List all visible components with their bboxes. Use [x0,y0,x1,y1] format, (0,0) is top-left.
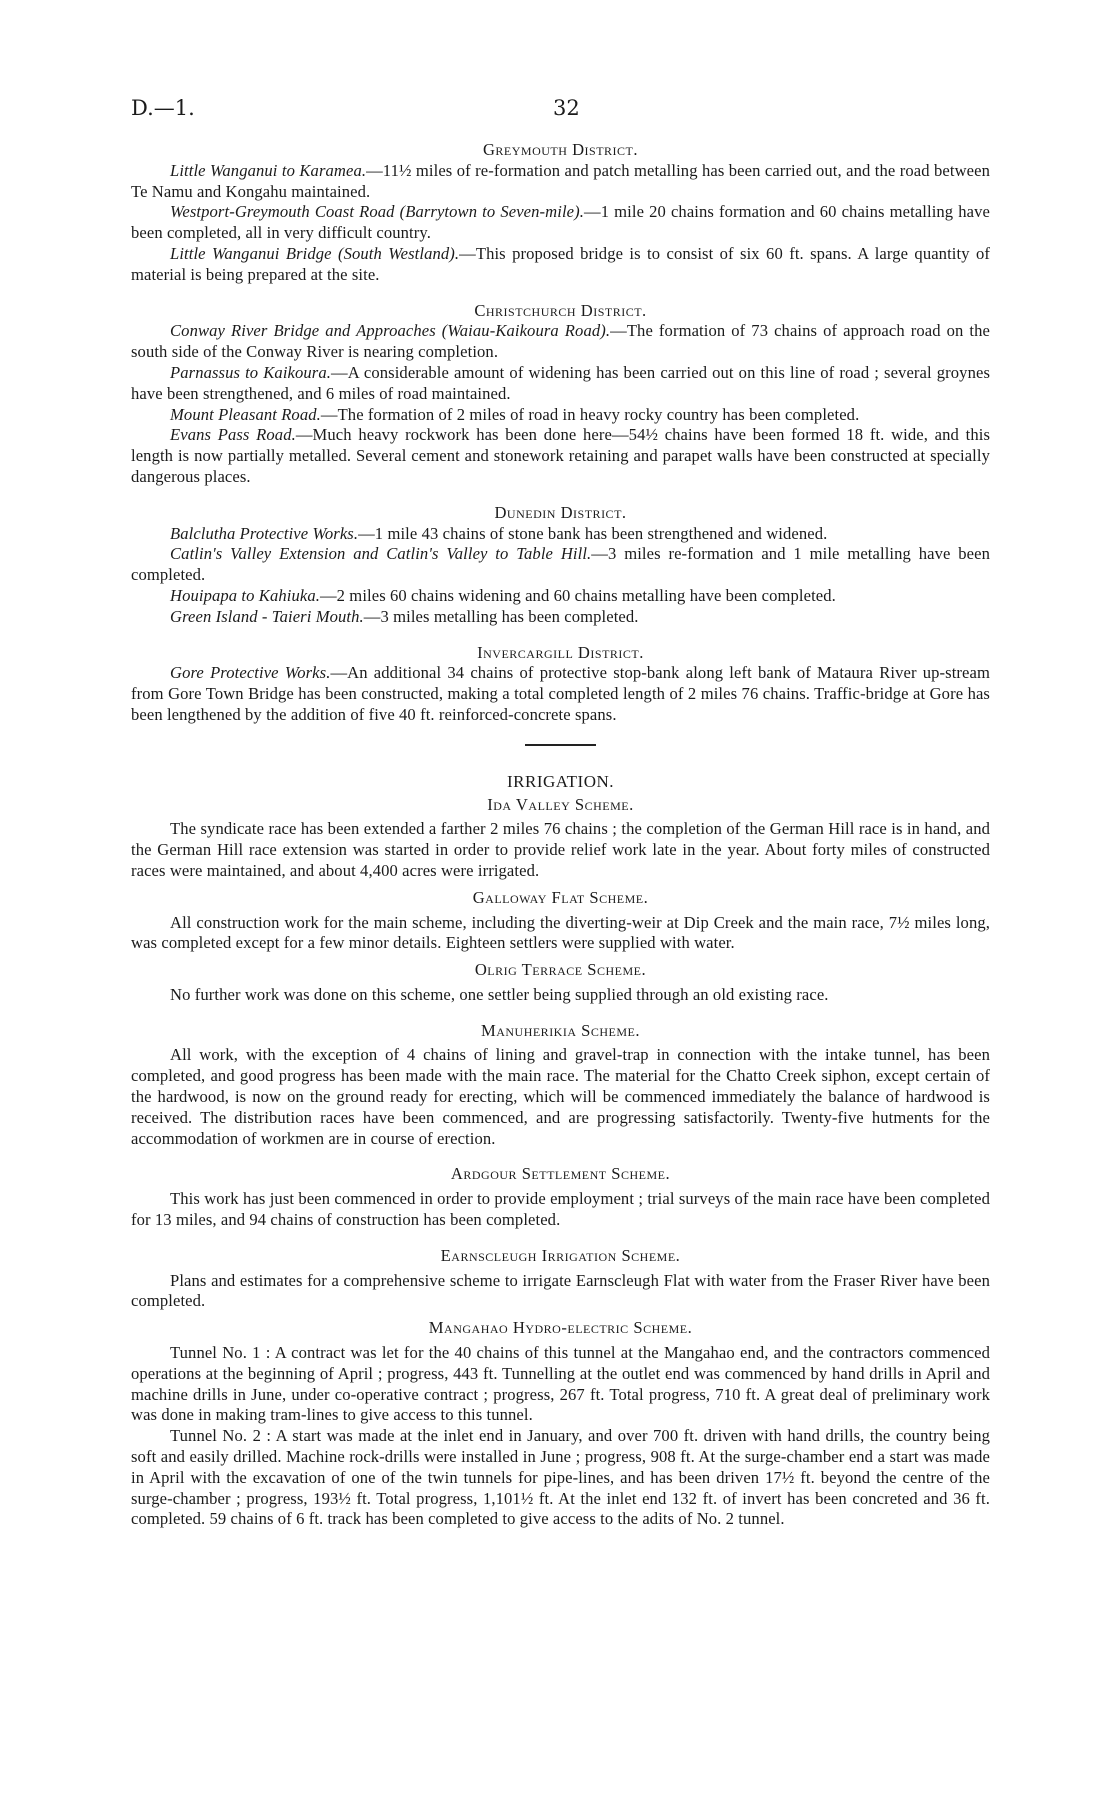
section-divider [525,744,596,746]
page-body [131,140,990,1530]
paragraph [131,586,990,607]
scheme-heading-olrig-terrace: Olrig Terrace Scheme. [474,960,647,980]
paragraph-title: Westport-Greymouth Coast Road (Barrytown to Seven-mile). [170,202,584,222]
irrigation-heading: IRRIGATION. [506,771,615,791]
paragraph-text: —A considerable amount of widening has been carried out on this line of road ; several groynes have been strengthened, and 6 miles of road maintained. [131,362,990,403]
section-heading-christchurch: Christchurch District. [474,300,647,320]
paragraph-text: —2 miles 60 chains widening and 60 chains metalling have been completed. [319,585,836,605]
paragraph [131,524,990,545]
paragraph-text: —The formation of 73 chains of approach road on the south side of the Conway River is nearing completion. [131,321,991,362]
paragraph-title: Catlin's Valley Extension and Catlin's Valley to Table Hill. [170,544,592,564]
paragraph-text: —1 mile 43 chains of stone bank has been strengthened and widened. [358,523,828,543]
paragraph-text: —11½ miles of re-formation and patch metalling has been carried out, and the road between Te Namu and Kongahu maintained. [131,160,990,201]
paragraph-text: —An additional 34 chains of protective stop-bank along left bank of Mataura River up-stream from Gore Town Bridge has been constructed, making a total completed length of 2 miles 76 chains. Traffic-bridge at Gore has been lengthened by the addition of five 40 ft. reinforced-concrete spans. [131,663,990,724]
page-number: 32 [553,96,580,120]
paragraph [131,161,990,203]
paragraph: Tunnel No. 2 : A start was made at the inlet end in January, and over 700 ft. driven with hand drills, the country being soft and easily drilled. Machine rock-drills were installed in June ; progress, 908 ft. At the surge-chamber end a start was made in April with the excavation of one of the twin tunnels for pipe-lines, and has been driven 17½ ft. beyond the centre of the surge-chamber ; progress, 193½ ft. Total progress, 1,101½ ft. At the inlet end 132 ft. of invert has been concreted and 36 ft. completed. 59 chains of 6 ft. track has been completed to give access to the adits of No. 2 tunnel. [131,1426,990,1529]
paragraph-text: —The formation of 2 miles of road in heavy rocky country has been completed. [320,404,860,424]
paragraph [131,425,990,487]
paragraph: All work, with the exception of 4 chains of lining and gravel-trap in connection with the intake tunnel, has been completed, and good progress has been made with the main race. The material for the Chatto Creek siphon, except certain of the hardwood, is now on the ground ready for erecting, which will be commenced immediately the balance of hardwood is received. The distribution races have been commenced, and are progressing satisfactorily. Twenty-five hutments for the accommodation of workmen are in course of erection. [131,1045,990,1148]
paragraph [131,544,990,586]
section-heading-invercargill: Invercargill District. [477,642,644,662]
paragraph: All construction work for the main scheme, including the diverting-weir at Dip Creek and the main race, 7½ miles long, was completed except for a few minor details. Eighteen settlers were supplied with water. [131,912,990,953]
section-heading-greymouth: Greymouth District. [482,140,639,159]
paragraph [131,363,990,405]
paragraph: Plans and estimates for a comprehensive scheme to irrigate Earnscleugh Flat with water from the Fraser River have been completed. [131,1270,990,1311]
paragraph: Tunnel No. 1 : A contract was let for the 40 chains of this tunnel at the Mangahao end, and the contractors commenced operations at the beginning of April ; progress, 443 ft. Tunnelling at the outlet end was commenced by hand drills in April and machine drills in June, under co-operative contract ; progress, 267 ft. Total progress, 710 ft. A great deal of preliminary work was done in making tram-lines to give access to this tunnel. [131,1343,990,1425]
paragraph [131,244,990,286]
paragraph [131,202,990,244]
paragraph-title: Parnassus to Kaikoura. [170,362,331,382]
paragraph-title: Mount Pleasant Road. [170,404,321,424]
paragraph-title: Evans Pass Road. [170,425,296,445]
scheme-heading-galloway-flat: Galloway Flat Scheme. [472,887,649,907]
paragraph-title: Gore Protective Works. [170,663,331,683]
paragraph [131,607,990,628]
scheme-heading-mangahao: Mangahao Hydro-electric Scheme. [428,1318,693,1338]
paragraph-title: Balclutha Protective Works. [170,523,359,543]
paragraph-text: —3 miles metalling has been completed. [363,606,639,626]
paragraph-title: Little Wanganui Bridge (South Westland). [170,243,460,263]
document-reference: D.—1. [131,96,195,120]
paragraph-title: Conway River Bridge and Approaches (Waiau-Kaikoura Road). [170,321,611,341]
paragraph-text: —3 miles re-formation and 1 mile metalling have been completed. [131,544,990,585]
paragraph-text: —1 mile 20 chains formation and 60 chains metalling have been completed, all in very difficult country. [131,202,990,243]
scheme-heading-ida-valley: Ida Valley Scheme. [487,794,634,814]
paragraph-title: Little Wanganui to Karamea. [170,160,367,180]
scheme-heading-ardgour: Ardgour Settlement Scheme. [450,1164,671,1184]
scheme-heading-earnscleugh: Earnscleugh Irrigation Scheme. [440,1245,681,1265]
section-heading-dunedin: Dunedin District. [494,502,627,522]
paragraph: This work has just been commenced in order to provide employment ; trial surveys of the main race have been completed for 13 miles, and 94 chains of construction has been completed. [131,1189,990,1230]
paragraph [131,321,990,363]
paragraph-title: Houipapa to Kahiuka. [170,585,320,605]
paragraph: No further work was done on this scheme, one settler being supplied through an old existing race. [170,984,829,1004]
paragraph-text: —Much heavy rockwork has been done here—54½ chains have been formed 18 ft. wide, and this length is now partially metalled. Several cement and stonework retaining and parapet walls have been constructed at specially dangerous places. [131,425,990,486]
paragraph [131,663,990,725]
paragraph-title: Green Island - Taieri Mouth. [170,606,364,626]
paragraph [131,405,990,426]
paragraph: The syndicate race has been extended a farther 2 miles 76 chains ; the completion of the German Hill race is in hand, and the German Hill race extension was started in order to provide relief work late in the year. About forty miles of constructed races were maintained, and about 4,400 acres were irrigated. [131,819,990,880]
paragraph-text: —This proposed bridge is to consist of six 60 ft. spans. A large quantity of material is being prepared at the site. [131,243,990,284]
scheme-heading-manuherikia: Manuherikia Scheme. [480,1020,641,1040]
